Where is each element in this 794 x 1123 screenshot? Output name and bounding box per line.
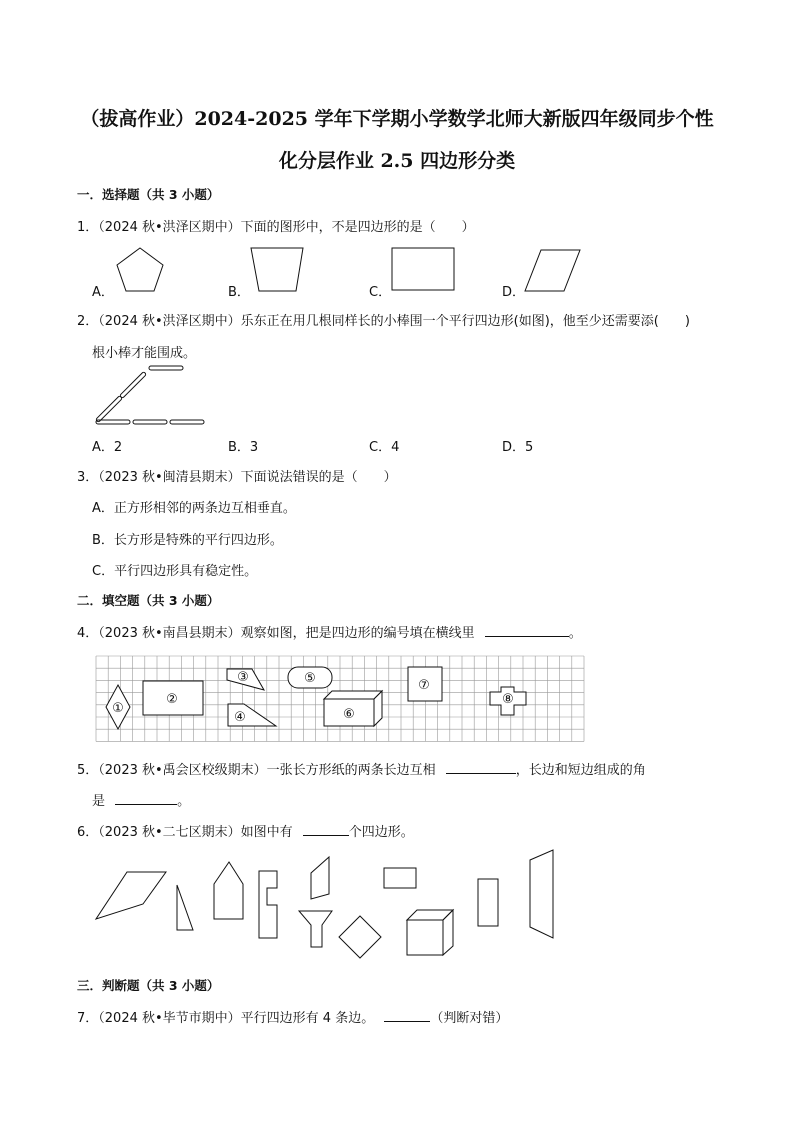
question-6-text-a: 6．（2023 秋•二七区期末）如图中有: [77, 825, 293, 840]
question-4-text: 4．（2023 秋•南昌县期末）观察如图，把是四边形的编号填在横线里: [77, 626, 475, 641]
question-5-text-c: 是: [92, 794, 106, 809]
fig-cube-side: [443, 910, 453, 955]
q1-option-a: A．: [92, 285, 114, 300]
question-1: 1．（2024 秋•洪泽区期中）下面的图形中，不是四边形的是（ ）: [77, 220, 475, 235]
label-3: ③: [237, 670, 249, 685]
fig-tall-rectangle: [478, 879, 498, 926]
question-7-text-b: （判断对错）: [430, 1011, 509, 1026]
label-2: ②: [166, 692, 178, 707]
label-5: ⑤: [304, 671, 316, 686]
q2-option-c: C．4: [369, 440, 400, 455]
q1-option-b: B．: [228, 285, 250, 300]
q2-option-d: D．5: [502, 440, 534, 455]
doc-title-line1: （拔高作业）2024-2025 学年下学期小学数学北师大新版四年级同步个性: [80, 108, 714, 130]
fig-quadrilateral-2: [311, 857, 329, 899]
q7-answer-blank[interactable]: [384, 1007, 430, 1022]
q3-option-a: A．正方形相邻的两条边互相垂直。: [92, 501, 296, 516]
q2-option-b: B．3: [228, 440, 259, 455]
question-4-end: 。: [568, 626, 582, 641]
fig-cube-top: [407, 910, 453, 920]
q1-option-c: C．: [369, 285, 392, 300]
fig-irregular: [259, 871, 277, 938]
question-7: [77, 1007, 508, 1026]
label-1: ①: [112, 701, 124, 716]
question-3: 3．（2023 秋•闽清县期末）下面说法错误的是（ ）: [77, 470, 397, 485]
fig-hexagon: [299, 911, 332, 947]
question-6-text-b: 个四边形。: [348, 825, 414, 840]
label-8: ⑧: [502, 692, 514, 707]
question-5-end: 。: [177, 794, 191, 809]
fig-pentagon: [214, 862, 243, 919]
label-6: ⑥: [343, 707, 355, 722]
fig-quadrilateral-1: [96, 872, 166, 919]
section-judge: 三．判断题（共 3 小题）: [77, 978, 220, 993]
fig-rectangle: [384, 868, 416, 888]
q2-option-a: A．2: [92, 440, 123, 455]
section-choice: 一．选择题（共 3 小题）: [77, 187, 220, 202]
fig-cube-front: [407, 920, 443, 955]
question-7-text-a: 7．（2024 秋•毕节市期中）平行四边形有 4 条边。: [77, 1011, 375, 1026]
fig-triangle: [177, 885, 193, 930]
doc-title-line2: 化分层作业 2.5 四边形分类: [278, 150, 516, 172]
q1-option-d: D．: [502, 285, 526, 300]
section-fill: 二．填空题（共 3 小题）: [77, 593, 220, 608]
q3-option-b: B．长方形是特殊的平行四边形。: [92, 533, 283, 548]
question-2: 2．（2024 秋•洪泽区期中）乐东正在用几根同样长的小棒围一个平行四边形(如图)，他至少还需要添( ): [77, 314, 690, 329]
label-7: ⑦: [418, 678, 430, 693]
question-5-text-b: ，长边和短边组成的角: [515, 763, 646, 778]
question-5-text-a: 5．（2023 秋•禹会区校级期末）一张长方形纸的两条长边互相: [77, 763, 436, 778]
label-4: ④: [234, 710, 246, 725]
q3-option-c: C．平行四边形具有稳定性。: [92, 564, 258, 579]
fig-trapezoid: [530, 850, 553, 938]
fig-square-rotated: [339, 916, 381, 958]
question-2-cont: 根小棒才能围成。: [92, 346, 197, 361]
